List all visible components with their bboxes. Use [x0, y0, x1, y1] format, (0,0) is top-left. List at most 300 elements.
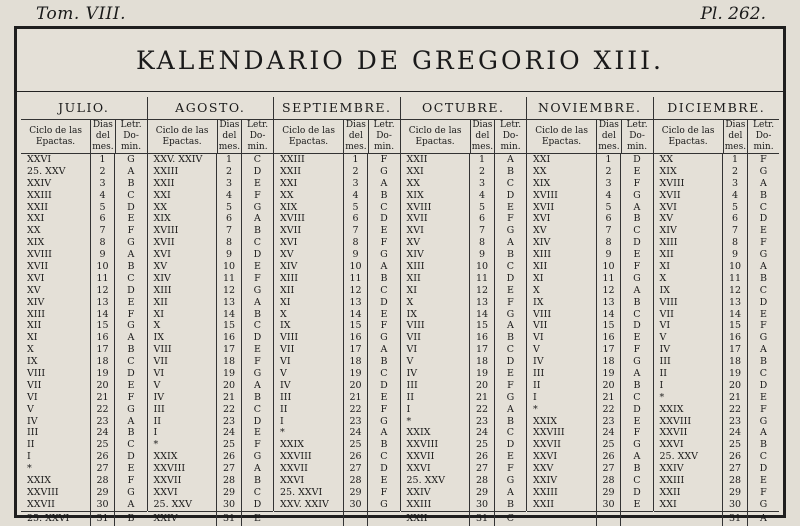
- table-row: [401, 499, 527, 511]
- day-cell: 30: [470, 499, 495, 511]
- letter-cell: C: [506, 512, 515, 524]
- day-cell: 11: [723, 273, 748, 285]
- table-row: [401, 439, 527, 451]
- table-row: [527, 249, 653, 261]
- epact-cell: 25. XXVI: [21, 512, 91, 526]
- day-cell: 1: [597, 154, 622, 166]
- table-row: [527, 380, 653, 392]
- letter-cell: F: [127, 225, 135, 237]
- epact-cell: XXVI: [401, 463, 471, 475]
- table-row: [148, 249, 274, 261]
- epact-cell: VI: [274, 356, 344, 368]
- letter-cell: B: [759, 356, 767, 368]
- letter-cell: F: [507, 463, 514, 475]
- epact-cell: I: [148, 427, 218, 439]
- table-row: [148, 166, 274, 178]
- table-row: [148, 427, 274, 439]
- letter-cell: F: [380, 486, 388, 498]
- letter-cell: C: [633, 475, 641, 487]
- epact-cell: XXIV: [527, 475, 597, 487]
- letter-cell: F: [760, 486, 767, 498]
- table-row: [527, 416, 653, 428]
- day-cell: 29: [91, 487, 116, 499]
- epact-cell: XI: [274, 297, 344, 309]
- day-cell: 22: [217, 404, 242, 416]
- epact-cell: VIII: [527, 309, 597, 321]
- day-cell: 6: [470, 213, 495, 225]
- letter-cell: C: [759, 368, 768, 380]
- day-cell: 22: [723, 404, 748, 416]
- day-cell: 23: [723, 416, 748, 428]
- day-cell: 11: [470, 273, 495, 285]
- letter-cell: E: [253, 427, 261, 439]
- epact-cell: X: [148, 320, 218, 332]
- table-row: [401, 213, 527, 225]
- table-row: [274, 392, 400, 404]
- epact-cell: I: [654, 380, 724, 392]
- day-cell: 9: [723, 249, 748, 261]
- letter-cell: C: [506, 177, 515, 189]
- day-cell: 31: [470, 512, 495, 526]
- day-cell: 28: [470, 475, 495, 487]
- letter-cell: E: [633, 415, 641, 427]
- epact-cell: XIX: [148, 213, 218, 225]
- day-cell: 27: [91, 463, 116, 475]
- epact-cell: II: [527, 380, 597, 392]
- day-cell: 25: [344, 439, 369, 451]
- epact-cell: XIII: [274, 273, 344, 285]
- table-row: [527, 273, 653, 285]
- letter-cell: E: [633, 332, 641, 344]
- day-cell: 26: [91, 451, 116, 463]
- day-cell: 18: [470, 356, 495, 368]
- epact-cell: XV: [21, 285, 91, 297]
- table-row: [527, 332, 653, 344]
- table-row: [21, 225, 147, 237]
- day-cell: 15: [344, 320, 369, 332]
- epact-header: Ciclo de las Epactas.: [274, 120, 344, 153]
- column-headers: [21, 120, 147, 154]
- letter-cell: G: [506, 225, 515, 237]
- epact-cell: 25. XXV: [401, 475, 471, 487]
- day-cell: 20: [597, 380, 622, 392]
- day-cell: 13: [344, 297, 369, 309]
- table-row: [21, 511, 147, 526]
- epact-cell: XVIII: [527, 190, 597, 202]
- day-cell: 8: [344, 237, 369, 249]
- day-cell: 24: [91, 427, 116, 439]
- day-cell: 17: [597, 344, 622, 356]
- table-row: [654, 332, 780, 344]
- day-cell: 2: [723, 166, 748, 178]
- day-cell: 16: [91, 332, 116, 344]
- day-cell: 16: [470, 332, 495, 344]
- month-rows: [274, 154, 400, 526]
- volume-label: Tom. VIII.: [36, 4, 127, 24]
- letter-cell: F: [254, 439, 261, 451]
- table-row: [654, 237, 780, 249]
- day-cell: 25: [217, 439, 242, 451]
- letter-cell: E: [253, 177, 261, 189]
- month-rows: [401, 154, 527, 526]
- table-row: [527, 427, 653, 439]
- month-column: [526, 97, 653, 511]
- day-cell: 18: [91, 356, 116, 368]
- column-headers: [401, 120, 527, 154]
- table-row: [401, 297, 527, 309]
- day-cell: 19: [470, 368, 495, 380]
- epact-cell: V: [274, 368, 344, 380]
- day-cell: 3: [723, 178, 748, 190]
- epact-cell: XXII: [274, 166, 344, 178]
- epact-cell: II: [654, 368, 724, 380]
- day-cell: 21: [723, 392, 748, 404]
- table-row: [527, 451, 653, 463]
- letter-cell: C: [380, 451, 388, 463]
- epact-cell: XXVIII: [274, 451, 344, 463]
- table-row: [21, 261, 147, 273]
- epact-header: Ciclo de las Epactas.: [401, 120, 471, 153]
- table-row: [401, 166, 527, 178]
- day-cell: 10: [344, 261, 369, 273]
- day-cell: 25: [470, 439, 495, 451]
- table-row: [274, 380, 400, 392]
- day-cell: 10: [217, 261, 242, 273]
- day-cell: 25: [723, 439, 748, 451]
- letter-cell: G: [633, 189, 641, 201]
- letter-cell: D: [759, 213, 768, 225]
- epact-cell: XIV: [21, 297, 91, 309]
- day-cell: 27: [723, 463, 748, 475]
- day-cell: 28: [91, 475, 116, 487]
- letter-cell: G: [253, 201, 262, 213]
- table-row: [21, 249, 147, 261]
- table-row: [401, 261, 527, 273]
- table-row: [527, 368, 653, 380]
- day-cell: 23: [597, 416, 622, 428]
- table-row: [148, 356, 274, 368]
- epact-cell: [527, 512, 597, 526]
- table-row: [148, 225, 274, 237]
- day-cell: 23: [470, 416, 495, 428]
- table-row: [274, 154, 400, 166]
- day-cell: 17: [91, 344, 116, 356]
- epact-cell: XX: [21, 225, 91, 237]
- table-row: [148, 499, 274, 511]
- letter-cell: D: [127, 284, 135, 296]
- letter-cell: A: [380, 261, 388, 273]
- epact-cell: III: [527, 368, 597, 380]
- letter-cell: B: [127, 427, 135, 439]
- day-cell: 29: [344, 487, 369, 499]
- table-row: [401, 344, 527, 356]
- epact-cell: XX: [654, 154, 724, 166]
- letter-cell: B: [759, 189, 767, 201]
- epact-header: Ciclo de las Epactas.: [654, 120, 724, 153]
- table-row: [274, 344, 400, 356]
- epact-cell: *: [654, 392, 724, 404]
- table-row: [21, 213, 147, 225]
- day-cell: 31: [723, 512, 748, 526]
- table-row: [654, 309, 780, 321]
- letter-cell: E: [127, 296, 135, 308]
- letter-cell: A: [759, 177, 767, 189]
- calendar-title: KALENDARIO DE GREGORIO XIII.: [136, 46, 664, 75]
- letter-cell: C: [127, 189, 135, 201]
- day-cell: 26: [217, 451, 242, 463]
- epact-cell: V: [527, 344, 597, 356]
- epact-cell: V: [21, 404, 91, 416]
- letter-cell: F: [633, 177, 641, 189]
- table-row: [148, 273, 274, 285]
- day-cell: 27: [470, 463, 495, 475]
- letter-cell: F: [507, 213, 514, 225]
- day-cell: 29: [597, 487, 622, 499]
- letter-cell: F: [760, 403, 767, 415]
- table-row: [148, 404, 274, 416]
- letter-cell: A: [127, 332, 135, 344]
- letter-cell: A: [253, 463, 261, 475]
- letter-cell: E: [506, 284, 514, 296]
- day-cell: 18: [723, 356, 748, 368]
- table-row: [401, 249, 527, 261]
- letter-cell: D: [506, 272, 515, 284]
- table-row: [654, 190, 780, 202]
- table-row: [654, 225, 780, 237]
- letter-cell: G: [127, 486, 135, 498]
- day-cell: 29: [470, 487, 495, 499]
- epact-cell: XXIX: [654, 404, 724, 416]
- epact-cell: 25. XXV: [654, 451, 724, 463]
- letter-cell: A: [633, 284, 641, 296]
- table-row: [148, 511, 274, 526]
- epact-cell: X: [274, 309, 344, 321]
- table-row: [274, 487, 400, 499]
- day-cell: 31: [217, 512, 242, 526]
- letter-header: Letr. Do-min.: [373, 120, 395, 152]
- day-cell: 9: [91, 249, 116, 261]
- epact-cell: XXIII: [21, 190, 91, 202]
- day-cell: 29: [217, 487, 242, 499]
- day-cell: 23: [217, 416, 242, 428]
- letter-cell: E: [759, 225, 767, 237]
- table-row: [654, 475, 780, 487]
- letter-cell: B: [127, 344, 135, 356]
- day-cell: 5: [470, 202, 495, 214]
- day-cell: 5: [344, 202, 369, 214]
- epact-cell: XXIII: [527, 487, 597, 499]
- letter-header: Letr. Do-min.: [120, 120, 142, 152]
- table-row: [527, 511, 653, 526]
- day-cell: 11: [344, 273, 369, 285]
- day-cell: 13: [470, 297, 495, 309]
- day-cell: 24: [597, 427, 622, 439]
- day-cell: 14: [470, 309, 495, 321]
- epact-cell: [654, 512, 724, 526]
- letter-cell: C: [506, 427, 515, 439]
- letter-cell: A: [380, 177, 388, 189]
- table-row: [274, 237, 400, 249]
- table-row: [274, 356, 400, 368]
- day-cell: 31: [91, 512, 116, 526]
- letter-cell: B: [380, 356, 388, 368]
- epact-cell: XXII: [527, 499, 597, 511]
- epact-cell: XIX: [527, 178, 597, 190]
- day-cell: 6: [597, 213, 622, 225]
- epact-cell: VII: [148, 356, 218, 368]
- day-cell: 20: [344, 380, 369, 392]
- day-cell: 23: [91, 416, 116, 428]
- letter-cell: G: [759, 165, 768, 177]
- day-cell: 14: [344, 309, 369, 321]
- epact-cell: XXV: [527, 463, 597, 475]
- letter-cell: E: [633, 249, 641, 261]
- day-cell: 5: [723, 202, 748, 214]
- table-row: [148, 261, 274, 273]
- day-cell: 6: [91, 213, 116, 225]
- epact-cell: IV: [654, 344, 724, 356]
- table-row: [654, 487, 780, 499]
- letter-cell: G: [127, 320, 135, 332]
- letter-cell: E: [633, 498, 641, 510]
- epact-cell: XII: [274, 285, 344, 297]
- epact-cell: XXIX: [274, 439, 344, 451]
- table-row: [401, 463, 527, 475]
- table-row: [148, 475, 274, 487]
- day-cell: [597, 512, 622, 526]
- table-row: [148, 213, 274, 225]
- day-cell: 10: [470, 261, 495, 273]
- month-column: [147, 97, 274, 524]
- epact-cell: XXIX: [401, 427, 471, 439]
- epact-cell: XXIII: [654, 475, 724, 487]
- letter-cell: F: [380, 320, 388, 332]
- epact-cell: VI: [148, 368, 218, 380]
- table-row: [654, 451, 780, 463]
- calendar-frame: [14, 26, 786, 524]
- day-cell: 10: [91, 261, 116, 273]
- epact-cell: XXI: [148, 190, 218, 202]
- epact-cell: XVI: [148, 249, 218, 261]
- day-cell: 16: [217, 332, 242, 344]
- epact-cell: VIII: [401, 320, 471, 332]
- table-row: [654, 439, 780, 451]
- epact-cell: *: [148, 439, 218, 451]
- epact-cell: XV: [148, 261, 218, 273]
- epact-cell: XI: [21, 332, 91, 344]
- letter-cell: A: [253, 379, 261, 391]
- epact-cell: XXI: [527, 154, 597, 166]
- table-row: [274, 297, 400, 309]
- day-cell: 30: [723, 499, 748, 511]
- letter-cell: F: [507, 296, 514, 308]
- epact-cell: XI: [401, 285, 471, 297]
- day-cell: 3: [344, 178, 369, 190]
- day-cell: 22: [91, 404, 116, 416]
- column-headers: [148, 120, 274, 154]
- epact-cell: X: [527, 285, 597, 297]
- epact-cell: XXVII: [274, 463, 344, 475]
- table-row: [21, 273, 147, 285]
- letter-cell: D: [759, 379, 768, 391]
- epact-cell: XXVIII: [654, 416, 724, 428]
- letter-cell: A: [759, 427, 767, 439]
- letter-cell: E: [759, 308, 767, 320]
- table-row: [527, 392, 653, 404]
- letter-cell: G: [633, 356, 641, 368]
- day-cell: 26: [597, 451, 622, 463]
- epact-cell: I: [274, 416, 344, 428]
- table-row: [527, 225, 653, 237]
- table-row: [654, 166, 780, 178]
- day-cell: 6: [723, 213, 748, 225]
- day-cell: 30: [217, 499, 242, 511]
- table-row: [148, 178, 274, 190]
- letter-cell: F: [254, 356, 261, 368]
- table-row: [527, 499, 653, 511]
- day-cell: 4: [723, 190, 748, 202]
- table-row: [21, 475, 147, 487]
- table-row: [21, 190, 147, 202]
- letter-cell: F: [507, 379, 514, 391]
- letter-cell: A: [127, 498, 135, 510]
- epact-header: Ciclo de las Epactas.: [527, 120, 597, 153]
- day-cell: 1: [91, 154, 116, 166]
- table-row: [274, 249, 400, 261]
- epact-cell: XXII: [401, 512, 471, 526]
- letter-cell: D: [506, 189, 515, 201]
- letter-cell: G: [127, 403, 135, 415]
- table-row: [274, 166, 400, 178]
- table-row: [401, 427, 527, 439]
- day-cell: 19: [723, 368, 748, 380]
- letter-cell: E: [506, 368, 514, 380]
- letter-cell: G: [633, 272, 641, 284]
- epact-cell: IX: [148, 332, 218, 344]
- table-row: [148, 439, 274, 451]
- day-cell: 13: [91, 297, 116, 309]
- letter-cell: D: [633, 237, 641, 249]
- epact-cell: VI: [527, 332, 597, 344]
- letter-cell: B: [506, 415, 514, 427]
- epact-cell: IV: [527, 356, 597, 368]
- column-headers: [274, 120, 400, 154]
- table-row: [527, 202, 653, 214]
- table-row: [148, 416, 274, 428]
- table-row: [527, 320, 653, 332]
- epact-cell: XII: [527, 261, 597, 273]
- letter-cell: B: [253, 391, 261, 403]
- table-row: [148, 451, 274, 463]
- epact-cell: I: [21, 451, 91, 463]
- letter-cell: D: [253, 249, 262, 261]
- day-header: Dias del mes.: [724, 120, 748, 153]
- epact-cell: VII: [21, 380, 91, 392]
- day-cell: 7: [723, 225, 748, 237]
- epact-cell: XVIII: [21, 249, 91, 261]
- epact-cell: XXIX: [527, 416, 597, 428]
- letter-cell: D: [506, 439, 515, 451]
- day-header: Dias del mes.: [471, 120, 495, 153]
- letter-cell: F: [760, 237, 767, 249]
- letter-cell: C: [633, 308, 641, 320]
- day-cell: 7: [470, 225, 495, 237]
- letter-cell: B: [506, 249, 514, 261]
- letter-cell: F: [127, 475, 135, 487]
- letter-cell: B: [127, 512, 135, 524]
- letter-cell: E: [380, 475, 388, 487]
- day-cell: 20: [723, 380, 748, 392]
